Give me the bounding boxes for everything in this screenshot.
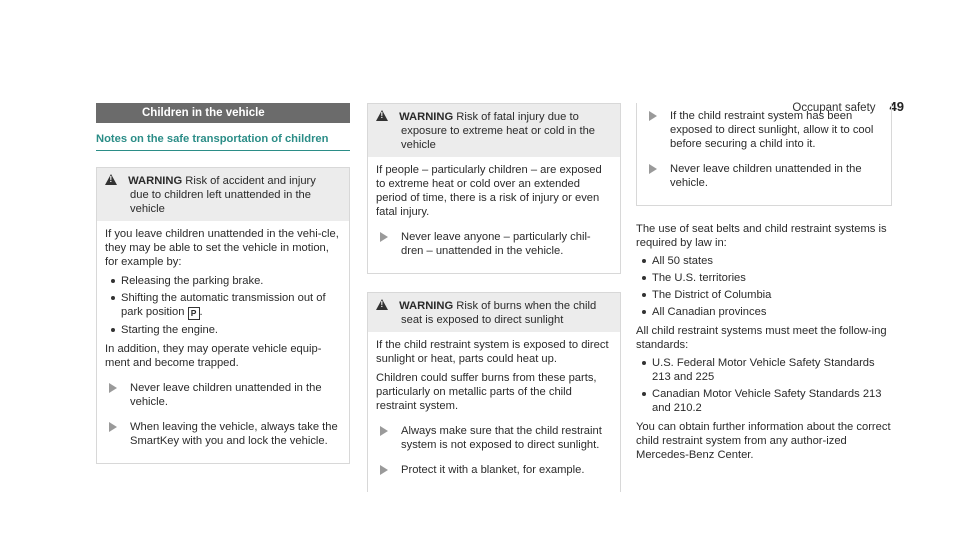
paragraph: You can obtain further information about the correct child restraint system from any author-ized Mercedes-Benz Center.: [636, 421, 891, 461]
action-item: Never leave anyone – particularly chil-dren – unattended in the vehicle.: [376, 230, 612, 258]
warning-header: [368, 293, 620, 332]
action-item: Never leave children unattended in the vehicle.: [105, 381, 341, 409]
warning-title: Risk of fatal injury due to: [456, 111, 579, 123]
warning-triangle-icon: [376, 299, 388, 310]
action-item: When leaving the vehicle, always take the SmartKey with you and lock the vehicle.: [105, 420, 341, 448]
list-item: All 50 states: [636, 254, 892, 268]
warning-label: WARNING: [399, 300, 454, 312]
list-item: Releasing the parking brake.: [105, 274, 341, 288]
arrow-right-icon: [380, 232, 388, 242]
list-item: Shifting the automatic transmission out of park position P .: [105, 291, 341, 320]
warning-after: In addition, they may operate vehicle equip-ment and become trapped.: [105, 343, 322, 369]
park-position-icon: P: [188, 307, 200, 320]
warning-label: WARNING: [399, 111, 454, 123]
arrow-right-icon: [649, 111, 657, 121]
warning-body: [368, 157, 620, 273]
bullet-list: [105, 274, 341, 337]
warning-text: Children could suffer burns from these parts, particularly on metallic parts of the child restraint system.: [376, 372, 597, 412]
warning-text: If the child restraint system is exposed to direct sunlight or heat, parts could heat up.: [376, 339, 609, 365]
bullet-list: [636, 356, 892, 415]
column-3: [636, 103, 892, 466]
warning-title-line: vehicle: [130, 203, 165, 215]
warning-continued: [636, 103, 892, 206]
arrow-right-icon: [649, 164, 657, 174]
action-item: Always make sure that the child restraint system is not exposed to direct sunlight.: [376, 424, 612, 452]
arrow-right-icon: [109, 383, 117, 393]
column-1: [96, 103, 350, 464]
warning-header: [368, 104, 620, 157]
body-text: [636, 222, 892, 462]
paragraph: The use of seat belts and child restraint systems is required by law in:: [636, 223, 887, 249]
warning-header: [97, 168, 349, 221]
paragraph: All child restraint systems must meet the follow-ing standards:: [636, 325, 887, 351]
warning-title-line: vehicle: [401, 139, 436, 151]
list-item: The U.S. territories: [636, 271, 892, 285]
warning-title-line: seat is exposed to direct sunlight: [401, 314, 564, 326]
arrow-right-icon: [380, 426, 388, 436]
list-item: All Canadian provinces: [636, 305, 892, 319]
page-number: 49: [889, 99, 904, 114]
subheading: Notes on the safe transportation of children: [96, 123, 350, 151]
warning-triangle-icon: [105, 174, 117, 185]
column-2: [367, 103, 621, 492]
action-item: Never leave children unattended in the vehicle.: [645, 162, 883, 190]
header-title: Occupant safety: [792, 102, 876, 114]
warning-intro: If you leave children unattended in the vehi-cle, they may be able to set the vehicle in motion, for example by:: [105, 228, 339, 268]
warning-body: [97, 221, 349, 463]
arrow-right-icon: [109, 422, 117, 432]
warning-title-line: due to children left unattended in the: [130, 189, 311, 201]
warning-triangle-icon: [376, 110, 388, 121]
warning-title-line: exposure to extreme heat or cold in the: [401, 125, 596, 137]
list-item: Starting the engine.: [105, 323, 341, 337]
list-item: The District of Columbia: [636, 288, 892, 302]
bullet-list: [636, 254, 892, 319]
warning-box-children: [96, 167, 350, 464]
arrow-right-icon: [380, 465, 388, 475]
warning-body: [368, 332, 620, 492]
warning-title: Risk of accident and injury: [185, 175, 316, 187]
warning-box-burns: [367, 292, 621, 492]
warning-box-heat: [367, 103, 621, 274]
action-item: Protect it with a blanket, for example.: [376, 463, 612, 477]
list-item: U.S. Federal Motor Vehicle Safety Standards 213 and 225: [636, 356, 892, 384]
warning-title: Risk of burns when the child: [456, 300, 597, 312]
action-item: If the child restraint system has been exposed to direct sunlight, allow it to cool before securing a child into it.: [645, 109, 883, 151]
section-title: Children in the vehicle: [96, 103, 350, 123]
warning-label: WARNING: [128, 175, 183, 187]
list-item: Canadian Motor Vehicle Safety Standards 213 and 210.2: [636, 387, 892, 415]
warning-text: If people – particularly children – are exposed to extreme heat or cold over an extended period of time, there is a risk of injury or even fatal injury.: [376, 164, 602, 218]
